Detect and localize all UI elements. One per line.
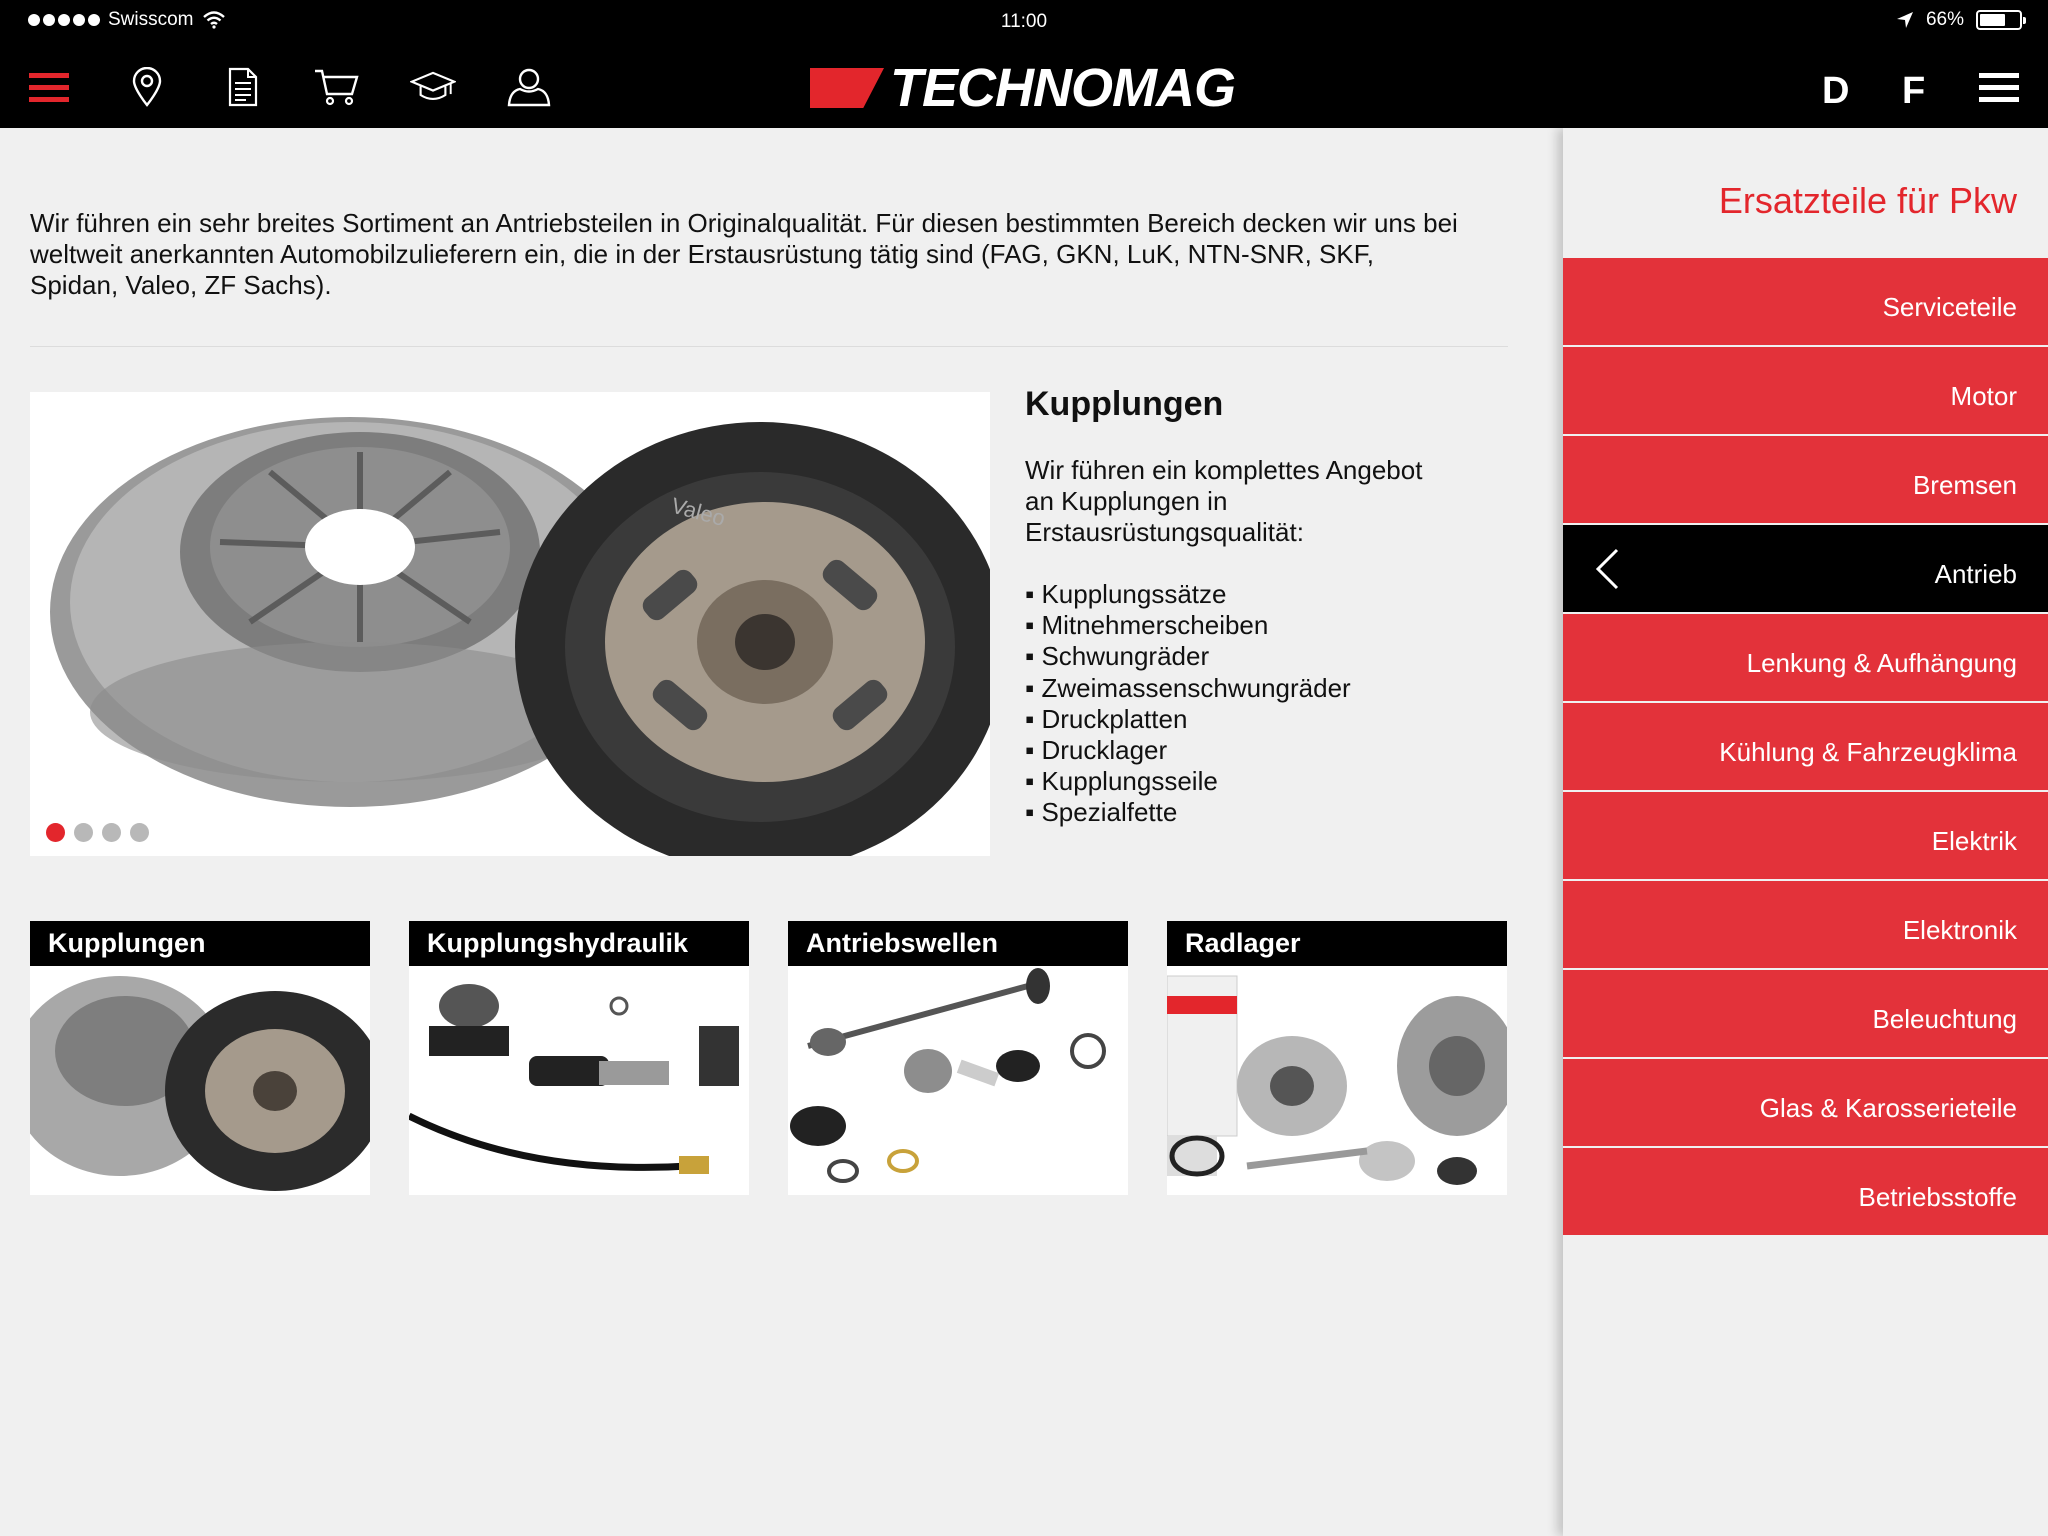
sidebar-item-bremsen[interactable]: Bremsen bbox=[1563, 436, 2048, 525]
sidebar-item-label: Antrieb bbox=[1934, 559, 2017, 589]
graduation-cap-icon[interactable] bbox=[410, 64, 456, 110]
status-bar bbox=[0, 0, 2048, 40]
user-icon[interactable] bbox=[506, 64, 552, 110]
status-time: 11:00 bbox=[1000, 11, 1048, 32]
list-item: ▪ Kupplungsseile bbox=[1025, 766, 1351, 797]
detail-description: Wir führen ein komplettes Angebot an Kupplungen in Erstausrüstungsqualität: bbox=[1025, 455, 1423, 547]
language-fr-button[interactable]: F bbox=[1902, 70, 1926, 112]
list-item: ▪ Schwungräder bbox=[1025, 641, 1351, 672]
hydraulics-thumbnail bbox=[409, 966, 749, 1195]
list-item: ▪ Mitnehmerscheiben bbox=[1025, 610, 1351, 641]
battery-percent: 66% bbox=[1925, 9, 1964, 30]
list-item: ▪ Spezialfette bbox=[1025, 797, 1351, 828]
detail-list bbox=[1025, 579, 1351, 829]
language-de-button[interactable]: D bbox=[1822, 70, 1850, 112]
list-item: ▪ Druckplatten bbox=[1025, 704, 1351, 735]
logo-flag-icon bbox=[810, 68, 884, 108]
sidebar-item-beleuchtung[interactable]: Beleuchtung bbox=[1563, 970, 2048, 1059]
tile-kupplungshydraulik[interactable] bbox=[409, 921, 749, 1195]
sidebar-menu bbox=[1563, 258, 2048, 1237]
battery-icon bbox=[1976, 10, 2022, 30]
product-carousel[interactable] bbox=[30, 392, 990, 856]
document-icon[interactable] bbox=[220, 64, 266, 110]
menu-icon[interactable] bbox=[1976, 64, 2022, 110]
list-item: ▪ Kupplungssätze bbox=[1025, 579, 1351, 610]
category-sidebar bbox=[1563, 128, 2048, 1536]
carousel-dot[interactable] bbox=[74, 823, 93, 842]
carousel-dot[interactable] bbox=[102, 823, 121, 842]
logo-text: TECHNOMAG bbox=[890, 58, 1235, 118]
clutch-kit-image bbox=[30, 392, 990, 856]
intro-text: Wir führen ein sehr breites Sortiment an Antriebsteilen in Originalqualität. Für diesen bestimmten Bereich decken wir uns bei weltweit anerkannten Automobilzulieferern ein, die in der Erstausrüstung tätig sind (FAG, GKN, LuK, NTN-SNR, SKF, Spidan, Valeo, ZF Sachs). bbox=[30, 208, 1458, 300]
location-pin-icon[interactable] bbox=[124, 64, 170, 110]
technomag-logo[interactable] bbox=[810, 58, 1235, 118]
driveshaft-thumbnail bbox=[788, 966, 1128, 1195]
chevron-left-icon[interactable] bbox=[1593, 547, 1621, 591]
top-navigation bbox=[0, 40, 2048, 128]
tile-radlager[interactable] bbox=[1167, 921, 1507, 1195]
hamburger-icon[interactable] bbox=[26, 64, 72, 110]
svg-text:Valeo: Valeo bbox=[668, 492, 728, 531]
sidebar-item-antrieb[interactable] bbox=[1563, 525, 2048, 614]
sidebar-item-motor[interactable]: Motor bbox=[1563, 347, 2048, 436]
list-item: ▪ Zweimassenschwungräder bbox=[1025, 673, 1351, 704]
sidebar-item-elektronik[interactable]: Elektronik bbox=[1563, 881, 2048, 970]
sidebar-item-elektrik[interactable]: Elektrik bbox=[1563, 792, 2048, 881]
sidebar-item-glas[interactable]: Glas & Karosserieteile bbox=[1563, 1059, 2048, 1148]
carousel-dot[interactable] bbox=[130, 823, 149, 842]
tile-kupplungen[interactable] bbox=[30, 921, 370, 1195]
tile-label: Kupplungen bbox=[30, 921, 370, 966]
carrier-name: Swisscom bbox=[108, 9, 194, 30]
carousel-pagination[interactable] bbox=[46, 823, 149, 842]
list-item: ▪ Drucklager bbox=[1025, 735, 1351, 766]
sidebar-item-betriebsstoffe[interactable]: Betriebsstoffe bbox=[1563, 1148, 2048, 1237]
tile-antriebswellen[interactable] bbox=[788, 921, 1128, 1195]
tile-label: Radlager bbox=[1167, 921, 1507, 966]
tile-label: Kupplungshydraulik bbox=[409, 921, 749, 966]
detail-title: Kupplungen bbox=[1025, 385, 1224, 423]
sidebar-title: Ersatzteile für Pkw bbox=[1718, 180, 2017, 221]
wheel-bearing-thumbnail bbox=[1167, 966, 1507, 1195]
carousel-dot[interactable] bbox=[46, 823, 65, 842]
sidebar-item-serviceteile[interactable]: Serviceteile bbox=[1563, 258, 2048, 347]
sidebar-item-lenkung[interactable]: Lenkung & Aufhängung bbox=[1563, 614, 2048, 703]
sidebar-item-kuehlung[interactable]: Kühlung & Fahrzeugklima bbox=[1563, 703, 2048, 792]
clutch-thumbnail bbox=[30, 966, 370, 1195]
cart-icon[interactable] bbox=[314, 64, 360, 110]
divider bbox=[30, 346, 1508, 347]
tile-label: Antriebswellen bbox=[788, 921, 1128, 966]
location-arrow-icon bbox=[1896, 11, 1914, 29]
